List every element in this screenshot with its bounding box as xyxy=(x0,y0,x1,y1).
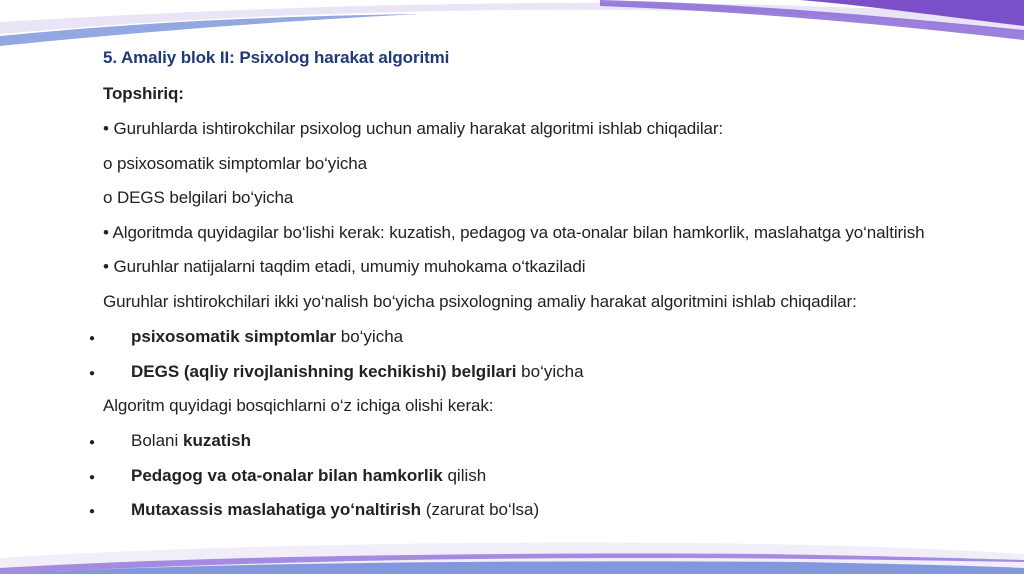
task-label: Topshiriq: xyxy=(103,84,184,103)
task-line-5: • Guruhlar natijalarni taqdim etadi, umumiy muhokama o‘tkaziladi xyxy=(103,257,586,276)
stage-item-2: Pedagog va ota-onalar bilan hamkorlik qilish xyxy=(131,466,487,485)
task-line-2: o psixosomatik simptomlar bo‘yicha xyxy=(103,154,367,173)
bullet-icon: ● xyxy=(89,368,96,379)
slide-title: 5. Amaliy blok II: Psixolog harakat algoritmi xyxy=(103,48,450,67)
task-line-6: Guruhlar ishtirokchilari ikki yo‘nalish bo‘yicha psixologning amaliy harakat algoritmini ishlab chiqadilar: xyxy=(103,292,857,311)
bullet-icon: ● xyxy=(89,472,96,483)
direction-item-2: DEGS (aqliy rivojlanishning kechikishi) belgilari bo‘yicha xyxy=(131,362,584,381)
stage-item-3: Mutaxassis maslahatiga yo‘naltirish (zarurat bo‘lsa) xyxy=(131,500,540,519)
task-line-1: • Guruhlarda ishtirokchilar psixolog uchun amaliy harakat algoritmi ishlab chiqadilar: xyxy=(103,119,724,138)
direction-item-1: psixosomatik simptomlar bo‘yicha xyxy=(131,327,404,346)
bullet-icon: ● xyxy=(89,333,96,344)
bullet-icon: ● xyxy=(89,506,96,517)
stages-intro: Algoritm quyidagi bosqichlarni o‘z ichiga olishi kerak: xyxy=(103,396,494,415)
bullet-icon: ● xyxy=(89,437,96,448)
task-line-3: o DEGS belgilari bo‘yicha xyxy=(103,188,294,207)
task-line-4: • Algoritmda quyidagilar bo‘lishi kerak: kuzatish, pedagog va ota-onalar bilan hamkorlik, maslahatga yo‘naltirish xyxy=(103,223,925,242)
stage-item-1: Bolani kuzatish xyxy=(131,431,252,450)
